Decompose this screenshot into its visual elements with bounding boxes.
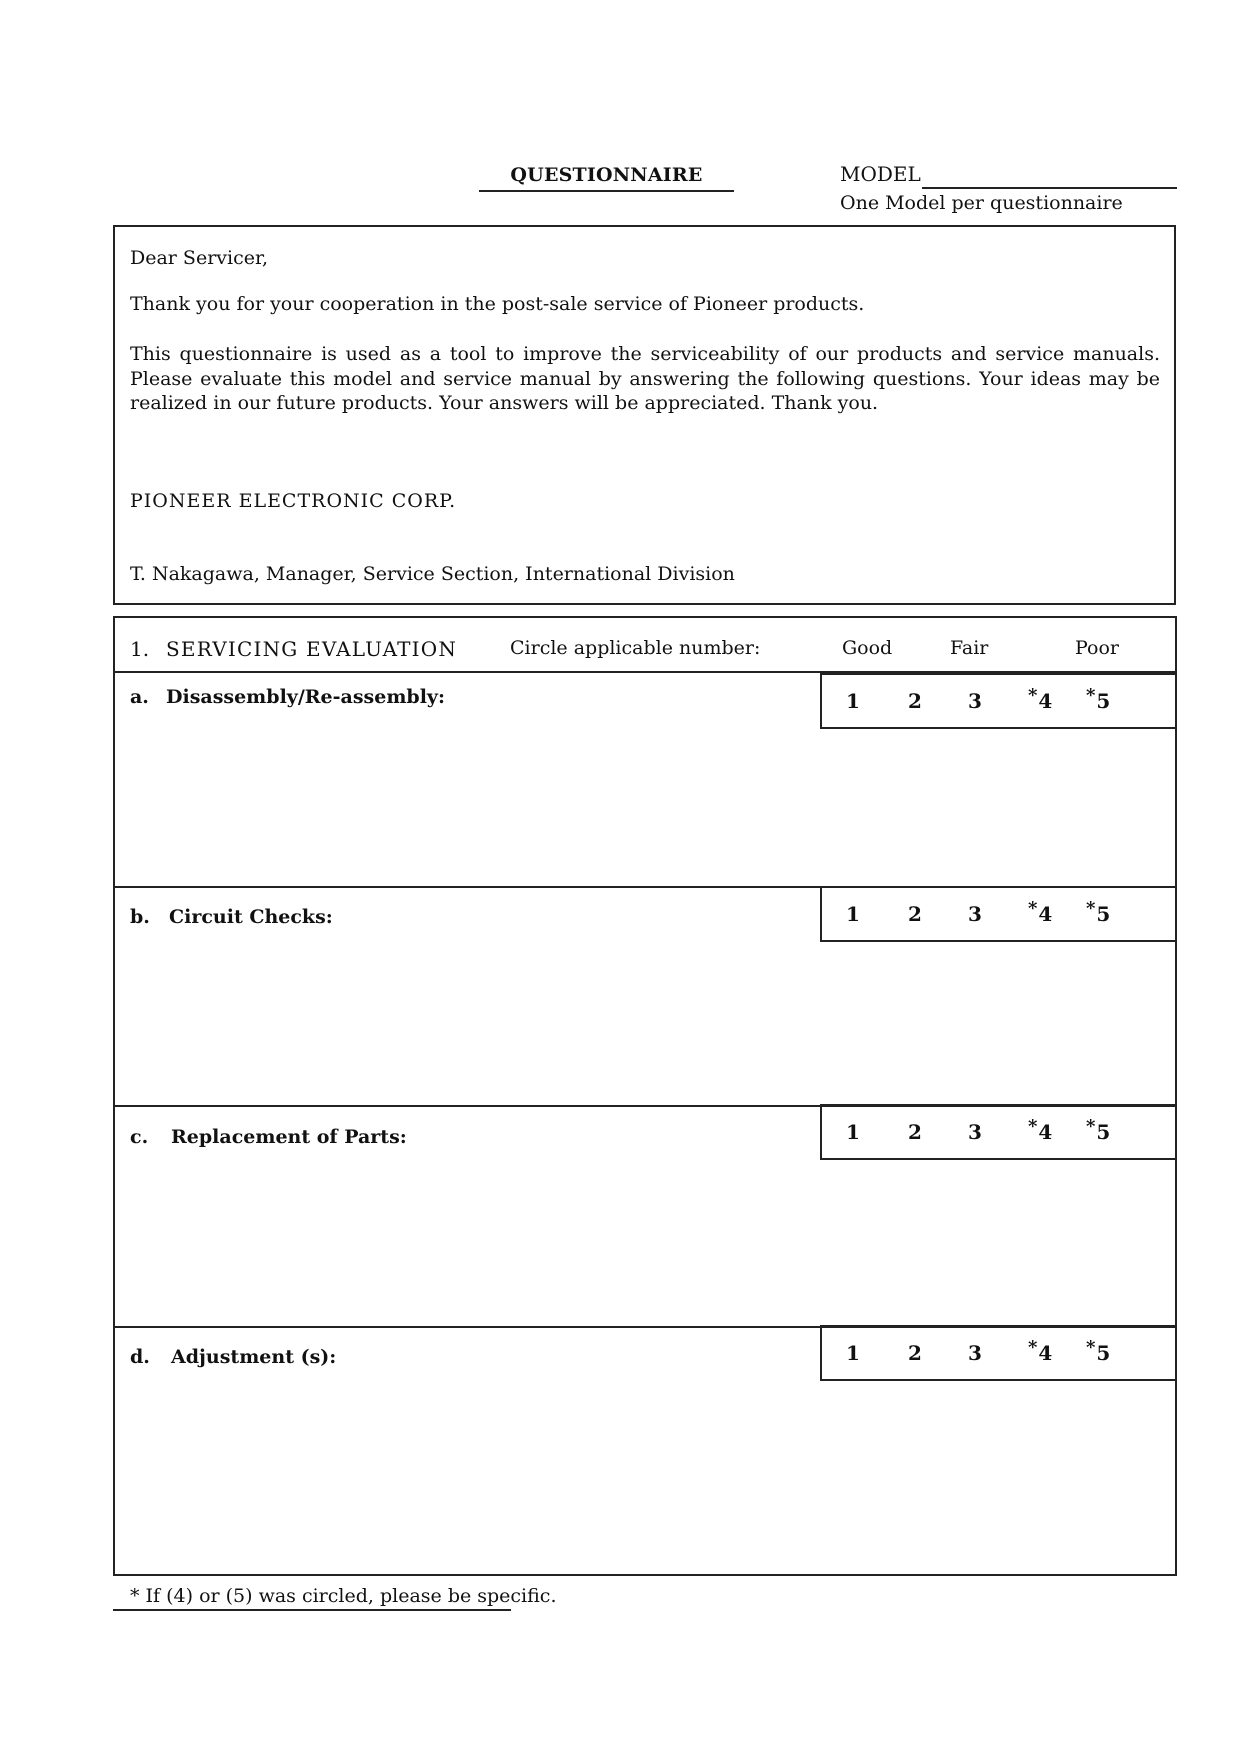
signatory: T. Nakagawa, Manager, Service Section, International Division	[130, 563, 735, 585]
asterisk-icon: *	[1086, 898, 1096, 919]
footnote: * If (4) or (5) was circled, please be specific.	[130, 1585, 557, 1607]
rating-option-3[interactable]: 3	[968, 902, 982, 926]
rating-option-1[interactable]: 1	[846, 902, 860, 926]
rating-box	[820, 886, 1177, 942]
page-title: QUESTIONNAIRE	[510, 164, 703, 186]
rating-option-4[interactable]	[1028, 1337, 1053, 1365]
letter-greeting: Dear Servicer,	[130, 247, 269, 269]
comment-area[interactable]	[115, 1162, 1175, 1324]
rating-option-4[interactable]	[1028, 685, 1053, 713]
rating-option-3[interactable]: 3	[968, 689, 982, 713]
model-label: MODEL	[840, 162, 921, 186]
rating-option-2[interactable]: 2	[908, 689, 922, 713]
item-label: Circuit Checks:	[169, 906, 333, 928]
scale-label-fair: Fair	[950, 637, 989, 659]
item-label: Disassembly/Re-assembly:	[166, 686, 445, 708]
rating-option-4[interactable]	[1028, 1116, 1053, 1144]
rating-option-5[interactable]	[1086, 685, 1111, 713]
model-note: One Model per questionnaire	[840, 192, 1123, 214]
model-input[interactable]	[922, 187, 1177, 189]
title-underline	[479, 190, 734, 192]
scale-label-poor: Poor	[1075, 637, 1119, 659]
rating-value: 4	[1038, 1341, 1053, 1365]
rating-option-5[interactable]	[1086, 1337, 1111, 1365]
rating-option-1[interactable]: 1	[846, 689, 860, 713]
item-label: Adjustment (s):	[171, 1346, 337, 1368]
comment-area[interactable]	[115, 1383, 1175, 1573]
rating-option-2[interactable]: 2	[908, 1341, 922, 1365]
rating-value: 5	[1096, 1341, 1111, 1365]
rating-value: 4	[1038, 1120, 1053, 1144]
item-letter: b.	[130, 906, 150, 928]
item-letter: a.	[130, 686, 149, 708]
rating-option-1[interactable]: 1	[846, 1341, 860, 1365]
rating-box	[820, 1325, 1177, 1381]
rating-option-5[interactable]	[1086, 898, 1111, 926]
letter-purpose: This questionnaire is used as a tool to improve the serviceability of our products and service manuals. Please evaluate this model and service manual by answering the following questions. Your ideas may be realized in our future products. Your answers will be appreciated. Thank you.	[130, 343, 1160, 414]
circle-instruction: Circle applicable number:	[510, 637, 761, 659]
asterisk-icon: *	[1028, 1337, 1038, 1358]
rating-value: 4	[1038, 902, 1053, 926]
company-name: PIONEER ELECTRONIC CORP.	[130, 490, 457, 512]
rating-option-3[interactable]: 3	[968, 1341, 982, 1365]
rating-option-2[interactable]: 2	[908, 1120, 922, 1144]
asterisk-icon: *	[1028, 685, 1038, 706]
asterisk-icon: *	[1086, 1116, 1096, 1137]
item-label: Replacement of Parts:	[171, 1126, 407, 1148]
scale-label-good: Good	[842, 637, 893, 659]
rating-value: 5	[1096, 1120, 1111, 1144]
rating-box	[820, 673, 1177, 729]
rating-value: 5	[1096, 689, 1111, 713]
rating-box	[820, 1104, 1177, 1160]
rating-value: 4	[1038, 689, 1053, 713]
asterisk-icon: *	[1086, 1337, 1096, 1358]
letter-thanks: Thank you for your cooperation in the post-sale service of Pioneer products.	[130, 293, 865, 315]
rating-value: 5	[1096, 902, 1111, 926]
rating-option-4[interactable]	[1028, 898, 1053, 926]
item-letter: c.	[130, 1126, 149, 1148]
comment-area[interactable]	[115, 731, 1175, 885]
rating-option-5[interactable]	[1086, 1116, 1111, 1144]
section-title: SERVICING EVALUATION	[166, 637, 458, 661]
footnote-underline	[113, 1609, 511, 1611]
rating-option-2[interactable]: 2	[908, 902, 922, 926]
asterisk-icon: *	[1028, 1116, 1038, 1137]
asterisk-icon: *	[1086, 685, 1096, 706]
section-number: 1.	[130, 637, 150, 661]
rating-option-1[interactable]: 1	[846, 1120, 860, 1144]
comment-area[interactable]	[115, 944, 1175, 1104]
asterisk-icon: *	[1028, 898, 1038, 919]
rating-option-3[interactable]: 3	[968, 1120, 982, 1144]
item-letter: d.	[130, 1346, 150, 1368]
